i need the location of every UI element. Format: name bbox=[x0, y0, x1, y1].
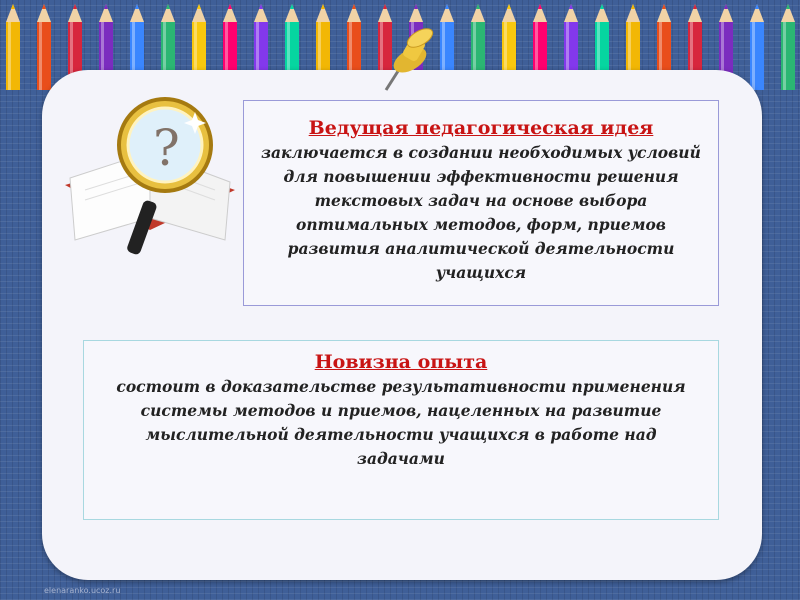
magnifier-book-icon bbox=[55, 90, 245, 260]
svg-text:?: ? bbox=[153, 119, 180, 177]
watermark: elenaranko.ucoz.ru bbox=[44, 586, 121, 595]
main-idea-text bbox=[251, 141, 711, 285]
main-idea-line: оптимальных методов, форм, приемов bbox=[296, 215, 666, 234]
main-idea-box bbox=[243, 100, 719, 306]
novelty-line: задачами bbox=[357, 449, 445, 468]
main-idea-line: заключается в создании необходимых условий bbox=[261, 143, 701, 162]
main-idea-line: для повышении эффективности решения bbox=[283, 167, 679, 186]
main-idea-line: учащихся bbox=[435, 263, 527, 282]
push-pin-icon bbox=[378, 28, 438, 98]
pencil-icon bbox=[37, 4, 51, 90]
novelty-line: системы методов и приемов, нацеленных на развитие bbox=[140, 401, 662, 420]
novelty-line: мыслительной деятельности учащихся в работе над bbox=[145, 425, 657, 444]
main-idea-line: развития аналитической деятельности bbox=[287, 239, 675, 258]
novelty-title: Новизна опыта bbox=[314, 351, 488, 373]
novelty-line: состоит в доказательстве результативности применения bbox=[116, 377, 686, 396]
pencil-icon bbox=[750, 4, 764, 90]
pencil-icon bbox=[781, 4, 795, 90]
main-idea-line: текстовых задач на основе выбора bbox=[314, 191, 648, 210]
novelty-box bbox=[83, 340, 719, 520]
novelty-text bbox=[96, 375, 706, 471]
pencil-icon bbox=[6, 4, 20, 90]
main-idea-title: Ведущая педагогическая идея bbox=[308, 117, 654, 139]
